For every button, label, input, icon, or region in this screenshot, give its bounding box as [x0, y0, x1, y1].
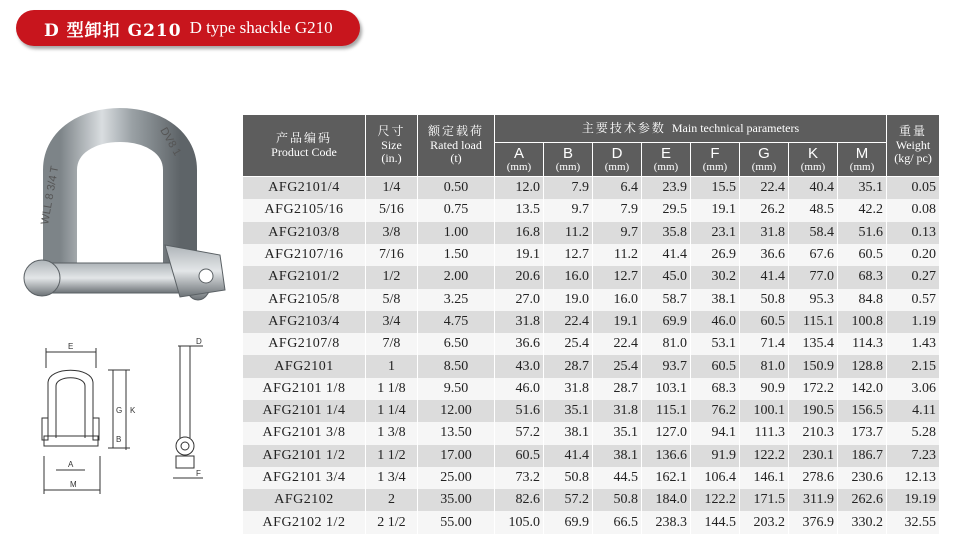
cell-dim-m: 68.3: [838, 266, 887, 288]
table-row: [243, 422, 940, 444]
cell-product-code: AFG2101/2: [243, 266, 366, 288]
cell-dim-f: 46.0: [691, 311, 740, 333]
cell-dim-e: 23.9: [642, 177, 691, 200]
cell-weight: 0.05: [887, 177, 940, 200]
cell-weight: 4.11: [887, 400, 940, 422]
cell-dim-m: 186.7: [838, 445, 887, 467]
cell-dim-m: 330.2: [838, 511, 887, 534]
photo-marking-right: DV8 1: [157, 125, 184, 158]
cell-weight: 0.20: [887, 244, 940, 266]
cell-product-code: AFG2103/8: [243, 222, 366, 244]
cell-dim-k: 115.1: [789, 311, 838, 333]
cell-product-code: AFG2101: [243, 355, 366, 377]
cell-dim-f: 53.1: [691, 333, 740, 355]
cell-dim-k: 95.3: [789, 289, 838, 311]
cell-size: 3/4: [366, 311, 418, 333]
cell-rated-load: 25.00: [418, 467, 495, 489]
cell-dim-f: 76.2: [691, 400, 740, 422]
cell-weight: 32.55: [887, 511, 940, 534]
cell-rated-load: 0.75: [418, 199, 495, 221]
cell-size: 1 3/8: [366, 422, 418, 444]
cell-size: 1/2: [366, 266, 418, 288]
header-dim-d: D (mm): [593, 143, 642, 177]
cell-size: 5/16: [366, 199, 418, 221]
cell-dim-m: 142.0: [838, 378, 887, 400]
cell-dim-e: 41.4: [642, 244, 691, 266]
cell-size: 1: [366, 355, 418, 377]
cell-dim-b: 19.0: [544, 289, 593, 311]
cell-rated-load: 12.00: [418, 400, 495, 422]
header-rated-load: 额定载荷 Rated load (t): [418, 115, 495, 177]
table-row: [243, 355, 940, 377]
table-row: [243, 199, 940, 221]
cell-dim-d: 31.8: [593, 400, 642, 422]
cell-dim-k: 77.0: [789, 266, 838, 288]
cell-size: 7/16: [366, 244, 418, 266]
cell-dim-d: 25.4: [593, 355, 642, 377]
cell-dim-k: 58.4: [789, 222, 838, 244]
cell-dim-f: 19.1: [691, 199, 740, 221]
cell-dim-d: 11.2: [593, 244, 642, 266]
cell-product-code: AFG2107/8: [243, 333, 366, 355]
cell-dim-d: 38.1: [593, 445, 642, 467]
cell-weight: 0.13: [887, 222, 940, 244]
table-row: [243, 289, 940, 311]
cell-weight: 12.13: [887, 467, 940, 489]
cell-dim-g: 60.5: [740, 311, 789, 333]
header-dim-e: E (mm): [642, 143, 691, 177]
cell-rated-load: 4.75: [418, 311, 495, 333]
cell-size: 1/4: [366, 177, 418, 200]
cell-size: 3/8: [366, 222, 418, 244]
cell-dim-m: 42.2: [838, 199, 887, 221]
cell-rated-load: 17.00: [418, 445, 495, 467]
title-english: D type shackle G210: [189, 18, 333, 37]
table-row: [243, 244, 940, 266]
cell-dim-e: 81.0: [642, 333, 691, 355]
cell-weight: 5.28: [887, 422, 940, 444]
table-row: [243, 378, 940, 400]
cell-rated-load: 2.00: [418, 266, 495, 288]
title-chinese: D 型卸扣 G210: [44, 20, 182, 41]
cell-dim-k: 190.5: [789, 400, 838, 422]
cell-dim-e: 93.7: [642, 355, 691, 377]
cell-dim-b: 35.1: [544, 400, 593, 422]
cell-dim-d: 50.8: [593, 489, 642, 511]
cell-dim-f: 15.5: [691, 177, 740, 200]
cell-size: 1 1/2: [366, 445, 418, 467]
cell-dim-e: 58.7: [642, 289, 691, 311]
cell-dim-k: 311.9: [789, 489, 838, 511]
cell-dim-m: 128.8: [838, 355, 887, 377]
cell-dim-d: 22.4: [593, 333, 642, 355]
cell-dim-g: 81.0: [740, 355, 789, 377]
drawing-label-f: F: [196, 469, 201, 478]
table-row: [243, 400, 940, 422]
cell-dim-b: 9.7: [544, 199, 593, 221]
cell-dim-e: 162.1: [642, 467, 691, 489]
cell-dim-d: 9.7: [593, 222, 642, 244]
header-dim-k: K (mm): [789, 143, 838, 177]
page-title: [16, 10, 360, 46]
cell-dim-g: 26.2: [740, 199, 789, 221]
cell-rated-load: 55.00: [418, 511, 495, 534]
cell-dim-e: 35.8: [642, 222, 691, 244]
cell-product-code: AFG2105/8: [243, 289, 366, 311]
cell-dim-g: 122.2: [740, 445, 789, 467]
cell-dim-a: 16.8: [495, 222, 544, 244]
cell-dim-m: 230.6: [838, 467, 887, 489]
header-product-code: 产品编码 Product Code: [243, 115, 366, 177]
header-size: 尺寸 Size (in.): [366, 115, 418, 177]
cell-product-code: AFG2101/4: [243, 177, 366, 200]
cell-dim-d: 28.7: [593, 378, 642, 400]
table-row: [243, 266, 940, 288]
cell-dim-b: 57.2: [544, 489, 593, 511]
cell-weight: 1.19: [887, 311, 940, 333]
table-row: [243, 311, 940, 333]
cell-dim-a: 31.8: [495, 311, 544, 333]
header-dim-g: G (mm): [740, 143, 789, 177]
cell-dim-a: 20.6: [495, 266, 544, 288]
cell-dim-f: 106.4: [691, 467, 740, 489]
cell-product-code: AFG2102 1/2: [243, 511, 366, 534]
cell-dim-f: 144.5: [691, 511, 740, 534]
cell-dim-m: 173.7: [838, 422, 887, 444]
cell-rated-load: 13.50: [418, 422, 495, 444]
cell-dim-d: 19.1: [593, 311, 642, 333]
cell-size: 1 1/8: [366, 378, 418, 400]
cell-dim-d: 44.5: [593, 467, 642, 489]
cell-dim-a: 19.1: [495, 244, 544, 266]
cell-size: 2 1/2: [366, 511, 418, 534]
cell-dim-g: 100.1: [740, 400, 789, 422]
cell-dim-m: 100.8: [838, 311, 887, 333]
cell-rated-load: 6.50: [418, 333, 495, 355]
cell-size: 5/8: [366, 289, 418, 311]
spec-table-body: [243, 177, 940, 535]
cell-dim-g: 36.6: [740, 244, 789, 266]
cell-product-code: AFG2103/4: [243, 311, 366, 333]
cell-dim-k: 278.6: [789, 467, 838, 489]
table-row: [243, 489, 940, 511]
header-dim-a: A (mm): [495, 143, 544, 177]
cell-product-code: AFG2107/16: [243, 244, 366, 266]
drawing-label-d: D: [196, 338, 202, 346]
cell-dim-e: 45.0: [642, 266, 691, 288]
cell-dim-g: 31.8: [740, 222, 789, 244]
cell-dim-f: 91.9: [691, 445, 740, 467]
cell-dim-m: 60.5: [838, 244, 887, 266]
cell-dim-f: 23.1: [691, 222, 740, 244]
shackle-photo: [20, 85, 235, 340]
table-row: [243, 445, 940, 467]
cell-dim-a: 57.2: [495, 422, 544, 444]
drawing-label-b: B: [116, 435, 122, 444]
cell-dim-a: 60.5: [495, 445, 544, 467]
cell-dim-m: 35.1: [838, 177, 887, 200]
cell-rated-load: 35.00: [418, 489, 495, 511]
cell-dim-k: 67.6: [789, 244, 838, 266]
cell-rated-load: 1.50: [418, 244, 495, 266]
cell-dim-d: 7.9: [593, 199, 642, 221]
cell-dim-g: 111.3: [740, 422, 789, 444]
cell-dim-d: 6.4: [593, 177, 642, 200]
header-dim-b: B (mm): [544, 143, 593, 177]
cell-dim-d: 16.0: [593, 289, 642, 311]
cell-dim-a: 46.0: [495, 378, 544, 400]
cell-dim-b: 12.7: [544, 244, 593, 266]
cell-dim-a: 13.5: [495, 199, 544, 221]
cell-dim-k: 376.9: [789, 511, 838, 534]
cell-rated-load: 8.50: [418, 355, 495, 377]
table-row: [243, 222, 940, 244]
cell-dim-e: 69.9: [642, 311, 691, 333]
header-weight: 重量 Weight (kg/ pc): [887, 115, 940, 177]
cell-dim-e: 115.1: [642, 400, 691, 422]
cell-rated-load: 9.50: [418, 378, 495, 400]
cell-dim-a: 51.6: [495, 400, 544, 422]
cell-product-code: AFG2101 1/8: [243, 378, 366, 400]
table-row: [243, 177, 940, 200]
cell-product-code: AFG2101 1/4: [243, 400, 366, 422]
cell-weight: 2.15: [887, 355, 940, 377]
cell-dim-e: 136.6: [642, 445, 691, 467]
cell-product-code: AFG2102: [243, 489, 366, 511]
cell-dim-d: 35.1: [593, 422, 642, 444]
spec-table: [242, 114, 940, 534]
cell-weight: 1.43: [887, 333, 940, 355]
cell-dim-m: 114.3: [838, 333, 887, 355]
cell-rated-load: 1.00: [418, 222, 495, 244]
cell-dim-g: 171.5: [740, 489, 789, 511]
cell-dim-f: 60.5: [691, 355, 740, 377]
cell-size: 2: [366, 489, 418, 511]
cell-dim-g: 146.1: [740, 467, 789, 489]
cell-dim-g: 71.4: [740, 333, 789, 355]
cell-dim-k: 48.5: [789, 199, 838, 221]
cell-dim-m: 51.6: [838, 222, 887, 244]
cell-dim-m: 156.5: [838, 400, 887, 422]
cell-dim-k: 210.3: [789, 422, 838, 444]
cell-dim-b: 11.2: [544, 222, 593, 244]
cell-dim-k: 135.4: [789, 333, 838, 355]
cell-weight: 0.27: [887, 266, 940, 288]
cell-dim-k: 172.2: [789, 378, 838, 400]
cell-dim-f: 38.1: [691, 289, 740, 311]
drawing-label-a: A: [68, 460, 74, 469]
cell-dim-a: 105.0: [495, 511, 544, 534]
cell-dim-b: 69.9: [544, 511, 593, 534]
cell-dim-f: 26.9: [691, 244, 740, 266]
cell-rated-load: 0.50: [418, 177, 495, 200]
cell-weight: 3.06: [887, 378, 940, 400]
cell-dim-k: 230.1: [789, 445, 838, 467]
photo-marking-left: WLL 8 3/4 T: [39, 165, 62, 226]
cell-dim-b: 31.8: [544, 378, 593, 400]
cell-dim-f: 122.2: [691, 489, 740, 511]
drawing-label-g: G: [116, 406, 123, 415]
cell-dim-b: 22.4: [544, 311, 593, 333]
cell-dim-k: 150.9: [789, 355, 838, 377]
cell-dim-f: 94.1: [691, 422, 740, 444]
cell-weight: 0.57: [887, 289, 940, 311]
cell-weight: 19.19: [887, 489, 940, 511]
cell-dim-a: 73.2: [495, 467, 544, 489]
technical-drawing: [18, 338, 240, 498]
header-dim-m: M (mm): [838, 143, 887, 177]
cell-dim-e: 184.0: [642, 489, 691, 511]
cell-dim-f: 30.2: [691, 266, 740, 288]
cell-dim-a: 27.0: [495, 289, 544, 311]
table-row: [243, 511, 940, 534]
cell-dim-a: 82.6: [495, 489, 544, 511]
cell-dim-b: 7.9: [544, 177, 593, 200]
cell-dim-e: 238.3: [642, 511, 691, 534]
header-main-params: 主要技术参数 Main technical parameters: [495, 115, 887, 143]
cell-dim-e: 29.5: [642, 199, 691, 221]
table-row: [243, 467, 940, 489]
table-row: [243, 333, 940, 355]
cell-dim-g: 203.2: [740, 511, 789, 534]
cell-dim-f: 68.3: [691, 378, 740, 400]
cell-dim-b: 50.8: [544, 467, 593, 489]
cell-product-code: AFG2101 3/8: [243, 422, 366, 444]
drawing-label-k: K: [130, 406, 136, 415]
cell-weight: 7.23: [887, 445, 940, 467]
drawing-label-m: M: [70, 480, 77, 489]
cell-dim-a: 12.0: [495, 177, 544, 200]
cell-dim-d: 66.5: [593, 511, 642, 534]
cell-product-code: AFG2101 3/4: [243, 467, 366, 489]
cell-dim-g: 50.8: [740, 289, 789, 311]
cell-rated-load: 3.25: [418, 289, 495, 311]
cell-dim-e: 103.1: [642, 378, 691, 400]
cell-size: 7/8: [366, 333, 418, 355]
cell-dim-g: 41.4: [740, 266, 789, 288]
cell-product-code: AFG2105/16: [243, 199, 366, 221]
cell-dim-b: 25.4: [544, 333, 593, 355]
header-dim-f: F (mm): [691, 143, 740, 177]
drawing-label-e: E: [68, 342, 74, 351]
cell-weight: 0.08: [887, 199, 940, 221]
cell-size: 1 1/4: [366, 400, 418, 422]
cell-dim-a: 36.6: [495, 333, 544, 355]
cell-dim-a: 43.0: [495, 355, 544, 377]
cell-dim-g: 90.9: [740, 378, 789, 400]
cell-dim-g: 22.4: [740, 177, 789, 200]
cell-dim-b: 38.1: [544, 422, 593, 444]
cell-size: 1 3/4: [366, 467, 418, 489]
cell-dim-d: 12.7: [593, 266, 642, 288]
cell-dim-e: 127.0: [642, 422, 691, 444]
cell-dim-b: 16.0: [544, 266, 593, 288]
cell-dim-m: 84.8: [838, 289, 887, 311]
cell-dim-k: 40.4: [789, 177, 838, 200]
cell-dim-b: 28.7: [544, 355, 593, 377]
cell-dim-m: 262.6: [838, 489, 887, 511]
cell-product-code: AFG2101 1/2: [243, 445, 366, 467]
cell-dim-b: 41.4: [544, 445, 593, 467]
